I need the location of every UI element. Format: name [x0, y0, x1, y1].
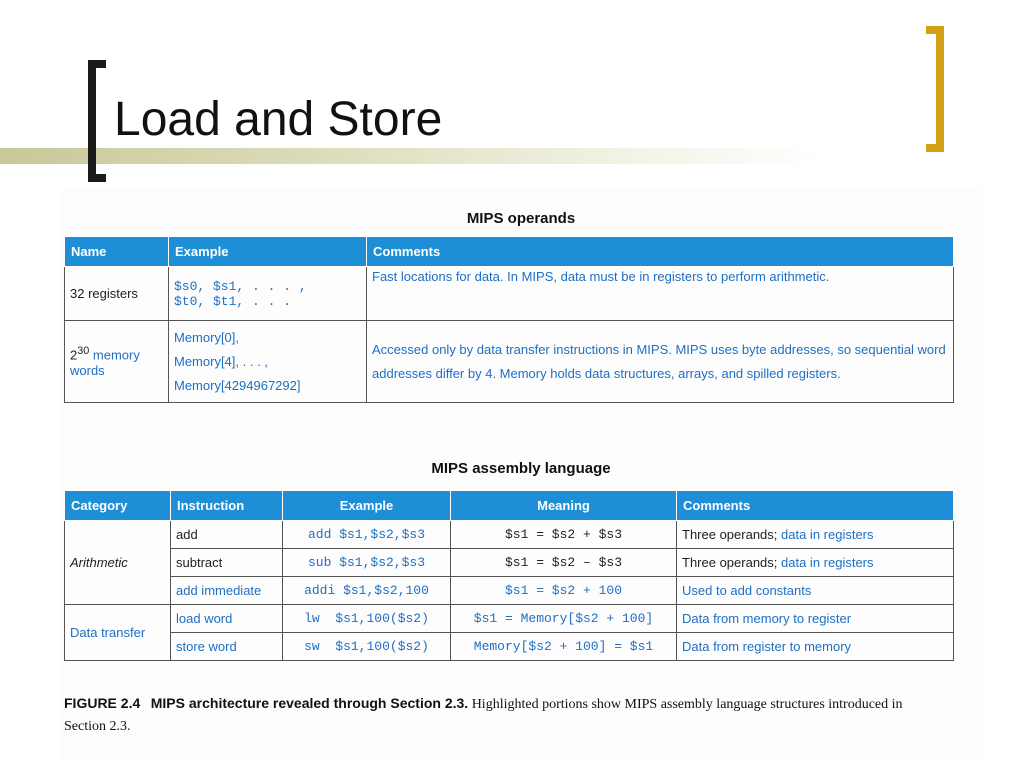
operand-example	[169, 321, 367, 403]
table-row	[65, 321, 954, 403]
caption-label: FIGURE 2.4	[64, 695, 141, 711]
assembly-header-example: Example	[283, 491, 451, 521]
operands-header-name: Name	[65, 237, 169, 267]
example-cell: sub $s1,$s2,$s3	[283, 549, 451, 577]
operand-example-line: $s0, $s1, . . . ,	[174, 278, 307, 294]
assembly-header-category: Category	[65, 491, 171, 521]
operand-name-base: 2	[70, 347, 78, 363]
instruction-cell: subtract	[171, 549, 283, 577]
table-row	[65, 521, 954, 549]
instruction-cell: store word	[171, 633, 283, 661]
instruction-cell: load word	[171, 605, 283, 633]
slide-title: Load and Store	[114, 93, 443, 146]
instruction-cell: add	[171, 521, 283, 549]
meaning-cell: Memory[$s2 + 100] = $s1	[451, 633, 677, 661]
table-row	[65, 549, 954, 577]
example-cell: addi $s1,$s2,100	[283, 577, 451, 605]
instruction-cell: add immediate	[171, 577, 283, 605]
assembly-table-title: MIPS assembly language	[431, 460, 611, 477]
table-row	[65, 577, 954, 605]
comment-plain: Three operands;	[682, 527, 782, 542]
caption-bold-title: MIPS architecture revealed through Section 2.3.	[150, 695, 469, 711]
figure-caption	[64, 692, 944, 738]
figure-image	[60, 188, 982, 760]
operand-name-exponent: 30	[77, 345, 90, 358]
operand-example-line: Memory[4], . . . ,	[174, 353, 268, 369]
operand-example-line: $t0, $t1, . . .	[174, 293, 292, 309]
meaning-cell: $s1 = $s2 – $s3	[451, 549, 677, 577]
operands-table-title: MIPS operands	[466, 210, 576, 227]
comment-cell	[677, 605, 954, 633]
operand-comment: Accessed only by data transfer instructions in MIPS. MIPS uses byte addresses, so sequential word addresses differ by 4. Memory holds data structures, arrays, and spilled registers.	[367, 321, 954, 403]
assembly-header-comments: Comments	[677, 491, 954, 521]
example-cell: add $s1,$s2,$s3	[283, 521, 451, 549]
assembly-header-instruction: Instruction	[171, 491, 283, 521]
comment-highlight: data in registers	[781, 527, 874, 542]
comment-highlight: Data from memory to register	[682, 611, 852, 626]
assembly-header-meaning: Meaning	[451, 491, 677, 521]
comment-plain: Three operands;	[682, 555, 782, 570]
caption-text: Highlighted portions show MIPS assembly language structures introduced in Section 2.3.	[64, 697, 903, 734]
operand-name: 32 registers	[65, 267, 169, 321]
comment-highlight: Data from register to memory	[682, 639, 852, 654]
comment-cell	[677, 633, 954, 661]
title-underline-bar	[0, 148, 1024, 164]
category-data-transfer: Data transfer	[65, 605, 171, 661]
operand-example	[169, 267, 367, 321]
operand-example-line: Memory[4294967292]	[174, 377, 301, 393]
example-cell: sw $s1,100($s2)	[283, 633, 451, 661]
comment-highlight: Used to add constants	[682, 583, 812, 598]
comment-cell	[677, 521, 954, 549]
operand-name	[65, 321, 169, 403]
left-bracket-decoration	[88, 60, 106, 182]
meaning-cell: $s1 = $s2 + $s3	[451, 521, 677, 549]
operands-header-comments: Comments	[367, 237, 954, 267]
meaning-cell: $s1 = $s2 + 100	[451, 577, 677, 605]
operand-comment: Fast locations for data. In MIPS, data must be in registers to perform arithmetic.	[367, 267, 954, 321]
operand-example-line: Memory[0],	[174, 329, 240, 345]
comment-cell	[677, 577, 954, 605]
assembly-table	[64, 490, 954, 661]
table-row	[65, 633, 954, 661]
table-row	[65, 267, 954, 321]
comment-highlight: data in registers	[781, 555, 874, 570]
right-bracket-decoration	[926, 26, 944, 152]
example-cell: lw $s1,100($s2)	[283, 605, 451, 633]
operands-header-example: Example	[169, 237, 367, 267]
operand-name-rest: memory words	[70, 347, 140, 378]
meaning-cell: $s1 = Memory[$s2 + 100]	[451, 605, 677, 633]
operands-table	[64, 236, 954, 403]
comment-cell	[677, 549, 954, 577]
table-row	[65, 605, 954, 633]
category-arithmetic: Arithmetic	[65, 521, 171, 605]
